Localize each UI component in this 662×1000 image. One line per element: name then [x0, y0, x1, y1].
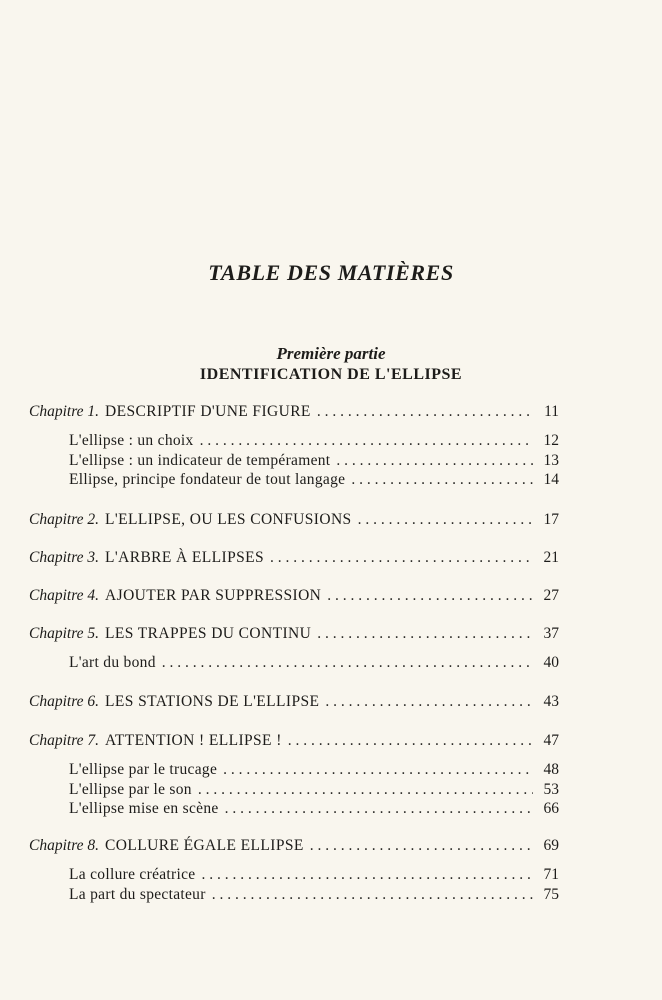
- dot-leader: [336, 451, 533, 471]
- chapter-row: [29, 402, 559, 422]
- chapter-title: ATTENTION ! ELLIPSE !: [105, 732, 282, 749]
- page-number: 17: [543, 511, 559, 528]
- page-number: 13: [543, 451, 559, 469]
- dot-leader: [288, 731, 533, 751]
- page-number: 11: [544, 403, 559, 420]
- dot-leader: [225, 799, 533, 819]
- part-name: IDENTIFICATION DE L'ELLIPSE: [199, 366, 463, 383]
- page-title: TABLE DES MATIÈRES: [208, 260, 454, 285]
- chapter-row: [29, 510, 559, 530]
- chapter-title: AJOUTER PAR SUPPRESSION: [105, 587, 322, 604]
- page-number: 53: [543, 780, 559, 798]
- chapter-title: L'ARBRE À ELLIPSES: [105, 549, 265, 566]
- chapter-row: [29, 731, 559, 751]
- section-row: [29, 470, 559, 490]
- chapter-title: L'ELLIPSE, OU LES CONFUSIONS: [105, 511, 352, 528]
- chapter-title: LES TRAPPES DU CONTINU: [105, 625, 312, 642]
- dot-leader: [162, 653, 533, 673]
- chapter-label: Chapitre 2.: [29, 511, 100, 528]
- dot-leader: [198, 780, 533, 800]
- section-title: L'ellipse par le trucage: [69, 761, 218, 778]
- section-title: Ellipse, principe fondateur de tout langage: [69, 471, 346, 488]
- section-title: L'ellipse par le son: [69, 780, 192, 798]
- section-row: [29, 865, 559, 885]
- page-number: 48: [543, 761, 559, 778]
- section-row: [29, 451, 559, 471]
- section-row: [29, 431, 559, 451]
- section-title: La part du spectateur: [69, 885, 206, 903]
- chapter-label: Chapitre 1.: [29, 403, 100, 420]
- chapter-title: DESCRIPTIF D'UNE FIGURE: [105, 403, 311, 420]
- chapter-label: Chapitre 4.: [29, 587, 100, 604]
- section-title: L'ellipse : un choix: [69, 432, 194, 449]
- section-row: [29, 885, 559, 905]
- section-row: [29, 780, 559, 800]
- page-number: 40: [543, 654, 559, 671]
- chapter-title: COLLURE ÉGALE ELLIPSE: [105, 837, 304, 854]
- dot-leader: [270, 548, 533, 568]
- dot-leader: [200, 431, 533, 451]
- section-title: La collure créatrice: [69, 866, 196, 883]
- dot-leader: [327, 586, 533, 606]
- chapter-title: LES STATIONS DE L'ELLIPSE: [105, 693, 320, 710]
- chapter-label: Chapitre 7.: [29, 732, 100, 749]
- dot-leader: [310, 836, 533, 856]
- page-number: 14: [543, 471, 559, 488]
- chapter-label: Chapitre 5.: [29, 625, 100, 642]
- page-number: 47: [543, 732, 559, 749]
- page-number: 37: [543, 625, 559, 642]
- page-number: 75: [543, 885, 559, 903]
- section-row: [29, 760, 559, 780]
- section-row: [29, 653, 559, 673]
- dot-leader: [201, 865, 533, 885]
- page-number: 71: [543, 866, 559, 883]
- page-number: 21: [543, 549, 559, 566]
- dot-leader: [325, 692, 533, 712]
- page-number: 69: [543, 837, 559, 854]
- chapter-row: [29, 836, 559, 856]
- chapter-row: [29, 586, 559, 606]
- section-title: L'ellipse mise en scène: [69, 800, 219, 817]
- dot-leader: [212, 885, 533, 905]
- section-title: L'art du bond: [69, 654, 156, 671]
- page-number: 66: [543, 800, 559, 817]
- chapter-label: Chapitre 6.: [29, 693, 100, 710]
- chapter-row: [29, 624, 559, 644]
- dot-leader: [317, 402, 533, 422]
- page-number: 43: [543, 693, 559, 710]
- dot-leader: [351, 470, 533, 490]
- chapter-label: Chapitre 3.: [29, 549, 100, 566]
- chapter-row: [29, 548, 559, 568]
- dot-leader: [317, 624, 533, 644]
- page-number: 12: [543, 432, 559, 449]
- dot-leader: [223, 760, 533, 780]
- dot-leader: [358, 510, 533, 530]
- section-title: L'ellipse : un indicateur de tempérament: [69, 451, 331, 469]
- section-row: [29, 799, 559, 819]
- chapter-row: [29, 692, 559, 712]
- chapter-label: Chapitre 8.: [29, 837, 100, 854]
- part-heading: [0, 343, 662, 385]
- page-number: 27: [543, 587, 559, 604]
- part-label: Première partie: [276, 344, 386, 363]
